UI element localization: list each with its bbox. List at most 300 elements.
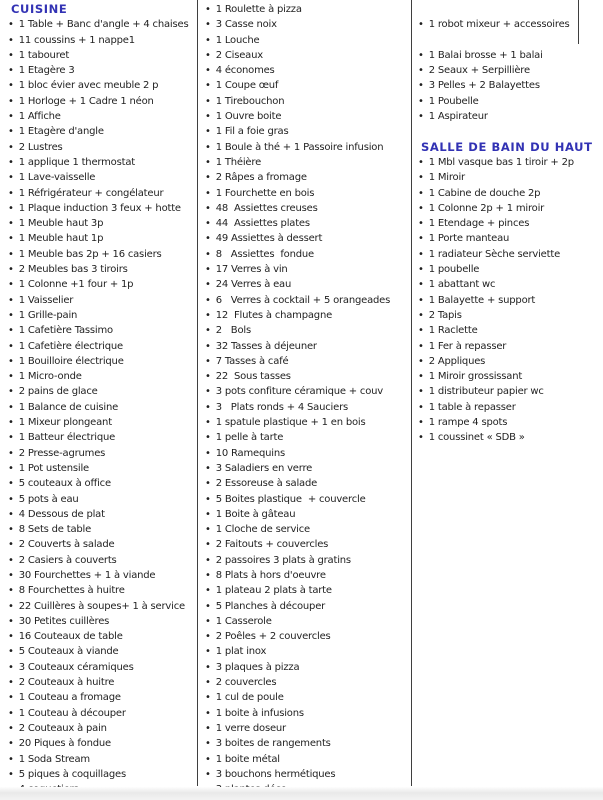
list-item xyxy=(205,33,409,48)
list-item-text: 3 bouchons hermétiques xyxy=(215,768,336,780)
bullet-icon: • xyxy=(8,722,14,734)
list-item-text: 1 table à repasser xyxy=(428,401,516,413)
list-item-text: 1 Colonne 2p + 1 miroir xyxy=(428,202,545,214)
bullet-icon: • xyxy=(205,4,211,15)
bullet-icon: • xyxy=(205,80,211,92)
list-item xyxy=(8,247,196,262)
list-item xyxy=(205,736,409,751)
list-item-text: 6 Verres à cocktail + 5 orangeades xyxy=(215,294,391,306)
bullet-icon: • xyxy=(418,325,424,337)
list-item xyxy=(418,17,601,32)
bullet-icon: • xyxy=(205,371,211,383)
list-item xyxy=(8,583,196,598)
bullet-icon: • xyxy=(8,753,14,765)
bullet-icon: • xyxy=(205,126,211,138)
bullet-icon: • xyxy=(205,279,211,291)
list-item xyxy=(418,94,601,109)
bullet-icon: • xyxy=(8,646,14,658)
list-item xyxy=(205,400,409,415)
list-item xyxy=(8,507,196,522)
bullet-icon: • xyxy=(205,386,211,398)
list-item xyxy=(8,721,196,736)
list-item xyxy=(8,415,196,430)
list-item-text: 3 Pelles + 2 Balayettes xyxy=(428,80,540,92)
bullet-icon: • xyxy=(8,447,14,459)
list-item xyxy=(205,660,409,675)
bullet-icon: • xyxy=(418,172,424,184)
list-item xyxy=(418,155,601,170)
list-item-text: 49 Assiettes à dessert xyxy=(215,233,323,245)
list-item-text: 1 Mbl vasque bas 1 tiroir + 2p xyxy=(428,156,574,168)
list-item xyxy=(205,17,409,32)
list-item-text: 17 Verres à vin xyxy=(215,264,288,276)
list-item xyxy=(418,247,601,262)
list-item xyxy=(418,308,601,323)
list-item-text: 10 Ramequins xyxy=(215,447,285,459)
bullet-icon: • xyxy=(205,172,211,184)
list-item-text: 5 piques à coquillages xyxy=(18,768,126,780)
list-item xyxy=(205,262,409,277)
list-item-text: 2 Poêles + 2 couvercles xyxy=(215,631,331,643)
list-item xyxy=(418,109,601,124)
list-item xyxy=(205,492,409,507)
list-item xyxy=(205,247,409,262)
list-item xyxy=(205,690,409,705)
bullet-icon: • xyxy=(8,661,14,673)
list-item xyxy=(8,124,196,139)
list-item-text: 2 passoires 3 plats à gratins xyxy=(215,554,351,566)
list-item-text: 30 Fourchettes + 1 à viande xyxy=(18,569,156,581)
list-item xyxy=(205,339,409,354)
list-item xyxy=(8,675,196,690)
list-item-text: 1 rampe 4 spots xyxy=(428,417,508,429)
list-item xyxy=(205,186,409,201)
bullet-icon: • xyxy=(205,692,211,704)
list-item-text: 1 pelle à tarte xyxy=(215,432,284,444)
inventory-column-menage-salle-de-bain xyxy=(418,2,601,446)
bullet-icon: • xyxy=(205,309,211,321)
list-item xyxy=(418,415,601,430)
bullet-icon: • xyxy=(205,677,211,689)
bullet-icon: • xyxy=(205,554,211,566)
list-item xyxy=(418,339,601,354)
list-item-text: 8 Fourchettes à huitre xyxy=(18,585,125,597)
list-item xyxy=(205,63,409,78)
bullet-icon: • xyxy=(205,539,211,551)
list-item-text: 1 Cafetière Tassimo xyxy=(18,325,113,337)
list-item-text: 5 couteaux à office xyxy=(18,478,111,490)
bullet-icon: • xyxy=(205,524,211,536)
bullet-icon: • xyxy=(418,19,424,31)
bullet-icon: • xyxy=(8,325,14,337)
list-item-text: 2 Râpes a fromage xyxy=(215,172,307,184)
list-item xyxy=(8,186,196,201)
bullet-icon: • xyxy=(8,615,14,627)
list-item xyxy=(205,537,409,552)
list-item-text: 3 Plats ronds + 4 Sauciers xyxy=(215,401,348,413)
bullet-icon: • xyxy=(8,126,14,138)
blank-line xyxy=(418,33,601,48)
list-item xyxy=(8,339,196,354)
list-item xyxy=(205,293,409,308)
bullet-icon: • xyxy=(205,753,211,765)
list-item-text: 1 Etagère 3 xyxy=(18,65,75,77)
list-item xyxy=(205,140,409,155)
bullet-icon: • xyxy=(8,156,14,168)
bullet-icon: • xyxy=(8,432,14,444)
list-item-text: 1 radiateur Sèche serviette xyxy=(428,248,561,260)
list-item xyxy=(205,568,409,583)
bullet-icon: • xyxy=(205,707,211,719)
bullet-icon: • xyxy=(8,707,14,719)
inventory-column-cuisine xyxy=(8,2,196,797)
bullet-icon: • xyxy=(205,19,211,31)
bullet-icon: • xyxy=(8,294,14,306)
list-item xyxy=(205,277,409,292)
list-item-text: 24 Verres à eau xyxy=(215,279,292,291)
bullet-icon: • xyxy=(8,524,14,536)
list-item-text: 1 Bouilloire électrique xyxy=(18,355,124,367)
bullet-icon: • xyxy=(418,355,424,367)
bullet-icon: • xyxy=(205,202,211,214)
bullet-icon: • xyxy=(205,508,211,520)
list-item-text: 5 Planches à découper xyxy=(215,600,326,612)
list-item-text: 32 Tasses à déjeuner xyxy=(215,340,317,352)
bullet-icon: • xyxy=(8,569,14,581)
column-divider xyxy=(197,0,198,786)
bullet-icon: • xyxy=(418,340,424,352)
list-item xyxy=(418,384,601,399)
list-item-text: 2 Tapis xyxy=(428,309,462,321)
list-item xyxy=(418,201,601,216)
list-item-text: 1 Raclette xyxy=(428,325,478,337)
list-item-text: 2 pains de glace xyxy=(18,386,98,398)
list-item xyxy=(418,293,601,308)
bullet-icon: • xyxy=(8,478,14,490)
bullet-icon: • xyxy=(205,585,211,597)
bullet-icon: • xyxy=(418,202,424,214)
bullet-icon: • xyxy=(8,692,14,704)
list-item xyxy=(8,201,196,216)
bullet-icon: • xyxy=(8,631,14,643)
bullet-icon: • xyxy=(418,218,424,230)
bullet-icon: • xyxy=(205,325,211,337)
list-item xyxy=(8,492,196,507)
list-item-text: 1 tabouret xyxy=(18,49,70,61)
list-item xyxy=(8,155,196,170)
list-item-text: 1 Coupe œuf xyxy=(215,80,279,92)
list-item-text: 1 Meuble bas 2p + 16 casiers xyxy=(18,248,162,260)
list-item xyxy=(205,94,409,109)
bullet-icon: • xyxy=(8,218,14,230)
list-item xyxy=(418,400,601,415)
bullet-icon: • xyxy=(8,340,14,352)
list-item-text: 8 Plats à hors d'oeuvre xyxy=(215,569,326,581)
list-item xyxy=(8,277,196,292)
bullet-icon: • xyxy=(418,401,424,413)
list-item xyxy=(205,644,409,659)
list-item-text: 1 Fil a foie gras xyxy=(215,126,289,138)
bullet-icon: • xyxy=(418,309,424,321)
bullet-icon: • xyxy=(205,447,211,459)
bullet-icon: • xyxy=(8,233,14,245)
list-item xyxy=(205,48,409,63)
bullet-icon: • xyxy=(205,569,211,581)
bullet-icon: • xyxy=(205,722,211,734)
list-item-text: 2 Casiers à couverts xyxy=(18,554,117,566)
bullet-icon: • xyxy=(205,768,211,780)
list-item-text: 1 Porte manteau xyxy=(428,233,510,245)
bullet-icon: • xyxy=(205,615,211,627)
list-item xyxy=(205,78,409,93)
bullet-icon: • xyxy=(8,95,14,107)
section-header: SALLE DE BAIN DU HAUT xyxy=(421,139,593,154)
bullet-icon: • xyxy=(205,218,211,230)
bullet-icon: • xyxy=(8,493,14,505)
list-item-text: 1 Grille-pain xyxy=(18,309,78,321)
list-item xyxy=(8,400,196,415)
list-item-text: 2 Faitouts + couvercles xyxy=(215,539,329,551)
list-item-text: 1 Cafetière électrique xyxy=(18,340,123,352)
list-item xyxy=(8,308,196,323)
list-item-text: 1 Aspirateur xyxy=(428,111,488,123)
list-item-text: 1 Balai brosse + 1 balai xyxy=(428,49,543,61)
list-item-text: 3 Saladiers en verre xyxy=(215,462,313,474)
bullet-icon: • xyxy=(205,294,211,306)
list-item-text: 2 Seaux + Serpillière xyxy=(428,65,530,77)
list-item xyxy=(418,323,601,338)
bullet-icon: • xyxy=(418,80,424,92)
list-item-text: 1 Mixeur plongeant xyxy=(18,417,112,429)
bullet-icon: • xyxy=(8,141,14,153)
list-item xyxy=(418,48,601,63)
list-item xyxy=(8,323,196,338)
list-item xyxy=(205,675,409,690)
list-item xyxy=(205,369,409,384)
list-item-text: 1 Roulette à pizza xyxy=(215,4,302,15)
bullet-icon: • xyxy=(205,646,211,658)
list-item-text: 3 Casse noix xyxy=(215,19,277,31)
list-item xyxy=(205,124,409,139)
list-item-text: 4 économes xyxy=(215,65,275,77)
list-item xyxy=(8,94,196,109)
bullet-icon: • xyxy=(8,401,14,413)
list-item-text: 1 plateau 2 plats à tarte xyxy=(215,585,332,597)
bullet-icon: • xyxy=(205,417,211,429)
list-item xyxy=(8,537,196,552)
list-item-text: 1 Table + Banc d'angle + 4 chaises xyxy=(18,19,189,31)
list-item-text: 5 Couteaux à viande xyxy=(18,646,119,658)
list-item-text: 2 Lustres xyxy=(18,141,63,153)
bullet-icon: • xyxy=(205,49,211,61)
list-item xyxy=(8,262,196,277)
bullet-icon: • xyxy=(8,386,14,398)
list-item xyxy=(418,170,601,185)
list-item-text: 5 pots à eau xyxy=(18,493,79,505)
list-item-text: 1 Boite à gâteau xyxy=(215,508,296,520)
list-item-text: 8 Sets de table xyxy=(18,524,92,536)
page-bottom-scan-edge xyxy=(0,787,603,800)
bullet-icon: • xyxy=(205,95,211,107)
bullet-icon: • xyxy=(205,65,211,77)
list-item xyxy=(8,354,196,369)
list-item-text: 1 Meuble haut 3p xyxy=(18,218,104,230)
bullet-icon: • xyxy=(8,462,14,474)
list-item-text: 1 Fourchette en bois xyxy=(215,187,315,199)
list-item xyxy=(8,170,196,185)
list-item xyxy=(205,583,409,598)
list-item xyxy=(8,522,196,537)
bullet-icon: • xyxy=(205,600,211,612)
list-item-text: 1 distributeur papier wc xyxy=(428,386,544,398)
bullet-icon: • xyxy=(8,111,14,123)
bullet-icon: • xyxy=(205,493,211,505)
list-item xyxy=(8,78,196,93)
list-item xyxy=(205,109,409,124)
list-item-text: 2 Couteaux à pain xyxy=(18,722,107,734)
list-item xyxy=(205,170,409,185)
bullet-icon: • xyxy=(418,49,424,61)
bullet-icon: • xyxy=(8,508,14,520)
bullet-icon: • xyxy=(8,202,14,214)
list-item xyxy=(205,354,409,369)
list-item-text: 1 Plaque induction 3 feux + hotte xyxy=(18,202,181,214)
bullet-icon: • xyxy=(8,34,14,46)
list-item xyxy=(418,262,601,277)
list-item-text: 3 pots confiture céramique + couv xyxy=(215,386,384,398)
list-item xyxy=(205,323,409,338)
list-item xyxy=(418,63,601,78)
list-item-text: 1 Miroir xyxy=(428,172,465,184)
list-item-text: 1 Cabine de douche 2p xyxy=(428,187,541,199)
list-item-text: 4 Dessous de plat xyxy=(18,508,105,520)
list-item-text: 3 boites de rangements xyxy=(215,738,331,750)
list-item-text: 1 Balayette + support xyxy=(428,294,536,306)
list-item-text: 1 applique 1 thermostat xyxy=(18,156,135,168)
list-item xyxy=(8,109,196,124)
bullet-icon: • xyxy=(205,432,211,444)
bullet-icon: • xyxy=(8,279,14,291)
bullet-icon: • xyxy=(8,371,14,383)
bullet-icon: • xyxy=(8,539,14,551)
list-item xyxy=(8,216,196,231)
list-item xyxy=(205,430,409,445)
bullet-icon: • xyxy=(8,677,14,689)
list-item xyxy=(205,231,409,246)
bullet-icon: • xyxy=(205,156,211,168)
list-item xyxy=(8,17,196,32)
bullet-icon: • xyxy=(8,417,14,429)
list-item-text: 1 Meuble haut 1p xyxy=(18,233,104,245)
list-item xyxy=(8,614,196,629)
bullet-icon: • xyxy=(418,432,424,444)
list-item xyxy=(205,614,409,629)
list-item-text: 3 Couteaux céramiques xyxy=(18,661,134,673)
bullet-icon: • xyxy=(418,386,424,398)
list-item xyxy=(205,507,409,522)
list-item-text: 1 Vaisselier xyxy=(18,294,74,306)
bullet-icon: • xyxy=(8,19,14,31)
column-divider-short xyxy=(578,0,579,44)
list-item xyxy=(418,277,601,292)
bullet-icon: • xyxy=(205,738,211,750)
list-item-text: 1 Poubelle xyxy=(428,95,479,107)
bullet-icon: • xyxy=(8,355,14,367)
list-item xyxy=(8,553,196,568)
list-item-text: 1 Casserole xyxy=(215,615,272,627)
list-item xyxy=(8,33,196,48)
list-item xyxy=(418,369,601,384)
bullet-icon: • xyxy=(8,172,14,184)
list-item xyxy=(8,736,196,751)
list-item xyxy=(205,415,409,430)
list-item xyxy=(205,384,409,399)
bullet-icon: • xyxy=(8,738,14,750)
list-item xyxy=(8,140,196,155)
bullet-icon: • xyxy=(418,65,424,77)
list-item-text: 1 Batteur électrique xyxy=(18,432,116,444)
bullet-icon: • xyxy=(205,401,211,413)
list-item-text: 1 Pot ustensile xyxy=(18,462,90,474)
list-item xyxy=(418,186,601,201)
list-item xyxy=(8,629,196,644)
list-item-text: 22 Sous tasses xyxy=(215,371,291,383)
list-item xyxy=(205,476,409,491)
list-item-text: 1 boite métal xyxy=(215,753,280,765)
list-item xyxy=(8,660,196,675)
list-item xyxy=(205,446,409,461)
list-item-text: 7 Tasses à café xyxy=(215,355,289,367)
list-item-text: 2 Meubles bas 3 tiroirs xyxy=(18,264,128,276)
list-item-text: 2 Appliques xyxy=(428,355,486,367)
bullet-icon: • xyxy=(205,355,211,367)
list-item xyxy=(8,644,196,659)
list-item xyxy=(8,369,196,384)
list-item-text: 2 Presse-agrumes xyxy=(18,447,106,459)
list-item-text: 1 spatule plastique + 1 en bois xyxy=(215,417,366,429)
list-item xyxy=(205,767,409,782)
bullet-icon: • xyxy=(418,95,424,107)
list-item-text: 1 Couteau à découper xyxy=(18,707,126,719)
list-item-text: 30 Petites cuillères xyxy=(18,615,110,627)
bullet-icon: • xyxy=(205,233,211,245)
inventory-column-cuisine-suite xyxy=(205,2,409,797)
list-item-text: 1 Réfrigérateur + congélateur xyxy=(18,187,164,199)
blank-line xyxy=(418,2,601,17)
bullet-icon: • xyxy=(418,294,424,306)
list-item-text: 1 Théière xyxy=(215,156,262,168)
bullet-icon: • xyxy=(205,340,211,352)
bullet-icon: • xyxy=(8,600,14,612)
list-item xyxy=(8,446,196,461)
list-item xyxy=(8,476,196,491)
list-item xyxy=(418,231,601,246)
list-item-text: 1 abattant wc xyxy=(428,279,496,291)
list-item xyxy=(8,461,196,476)
bullet-icon: • xyxy=(418,187,424,199)
list-item-text: 1 verre doseur xyxy=(215,722,286,734)
list-item xyxy=(418,430,601,445)
list-item xyxy=(205,752,409,767)
list-item-text: 1 Etagère d'angle xyxy=(18,126,104,138)
list-item xyxy=(205,721,409,736)
list-item xyxy=(205,2,409,17)
list-item-text: 1 Miroir grossissant xyxy=(428,371,523,383)
bullet-icon: • xyxy=(205,34,211,46)
list-item-text: 1 coussinet « SDB » xyxy=(428,432,525,444)
list-item xyxy=(8,63,196,78)
bullet-icon: • xyxy=(8,309,14,321)
